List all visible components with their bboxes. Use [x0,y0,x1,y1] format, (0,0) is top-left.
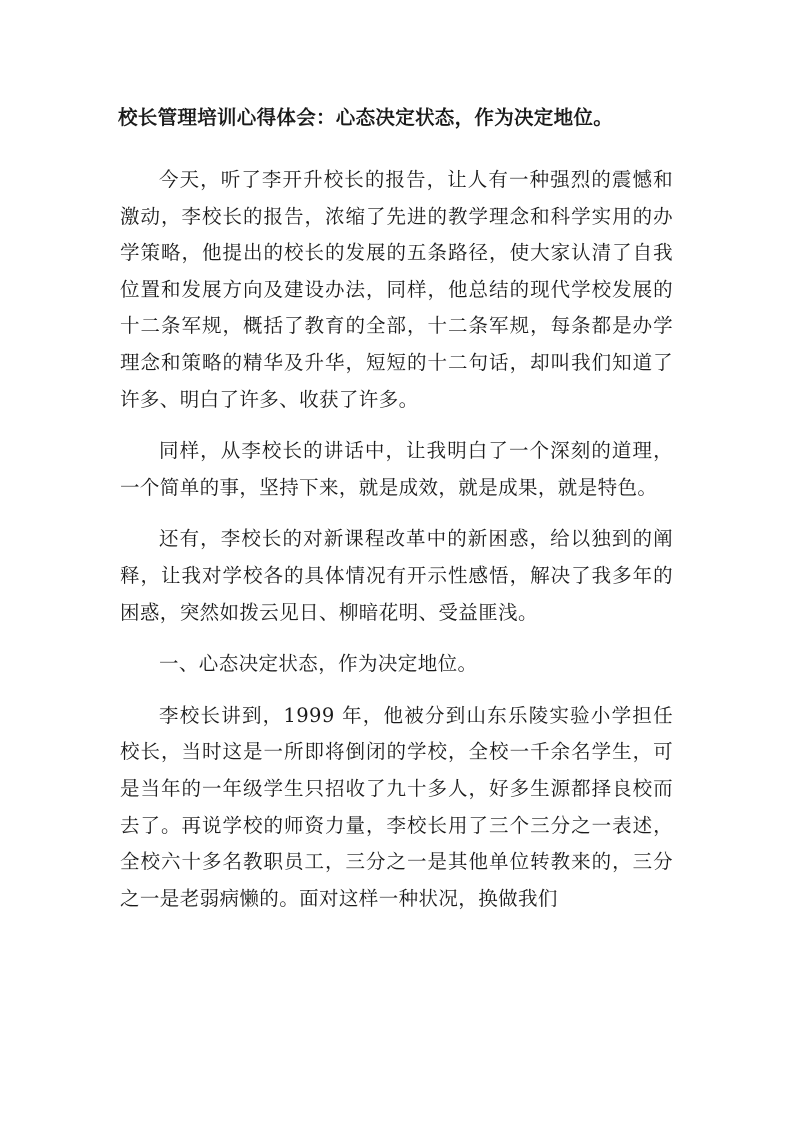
paragraph-curriculum-reform: 还有，李校长的对新课程改革中的新困惑，给以独到的阐释，让我对学校各的具体情况有开示性感悟，解决了我多年的困惑，突然如拨云见日、柳暗花明、受益匪浅。 [120,527,673,624]
section-heading-mindset: 一、心态决定状态，作为决定地位。 [159,652,478,676]
paragraph-report-impression: 今天，听了李开升校长的报告，让人有一种强烈的震憾和激动，李校长的报告，浓缩了先进的教学理念和科学实用的办学策略，他提出的校长的发展的五条路径，使大家认清了自我位置和发展方向及建设办法，同样，他总结的现代学校发展的十二条军规，概括了教育的全部，十二条军规，每条都是办学理念和策略的精华及升华，短短的十二句话，却叫我们知道了许多、明白了许多、收获了许多。 [120,168,673,411]
document-body [120,162,673,932]
paragraph-deep-principle: 同样，从李校长的讲话中，让我明白了一个深刻的道理，一个简单的事，坚持下来，就是成效，就是成果，就是特色。 [120,439,673,499]
paragraph-school-history: 李校长讲到，1999 年，他被分到山东乐陵实验小学担任校长，当时这是一所即将倒闭的学校，全校一千余名学生，可是当年的一年级学生只招收了九十多人，好多生源都择良校而去了。再说学校的师资力量，李校长用了三个三分之一表述，全校六十多名教职员工，三分之一是其他单位转教来的，三分之一是老弱病懒的。面对这样一种状况，换做我们 [120,703,673,910]
document-title: 校长管理培训心得体会：心态决定状态，作为决定地位。 [118,106,614,129]
